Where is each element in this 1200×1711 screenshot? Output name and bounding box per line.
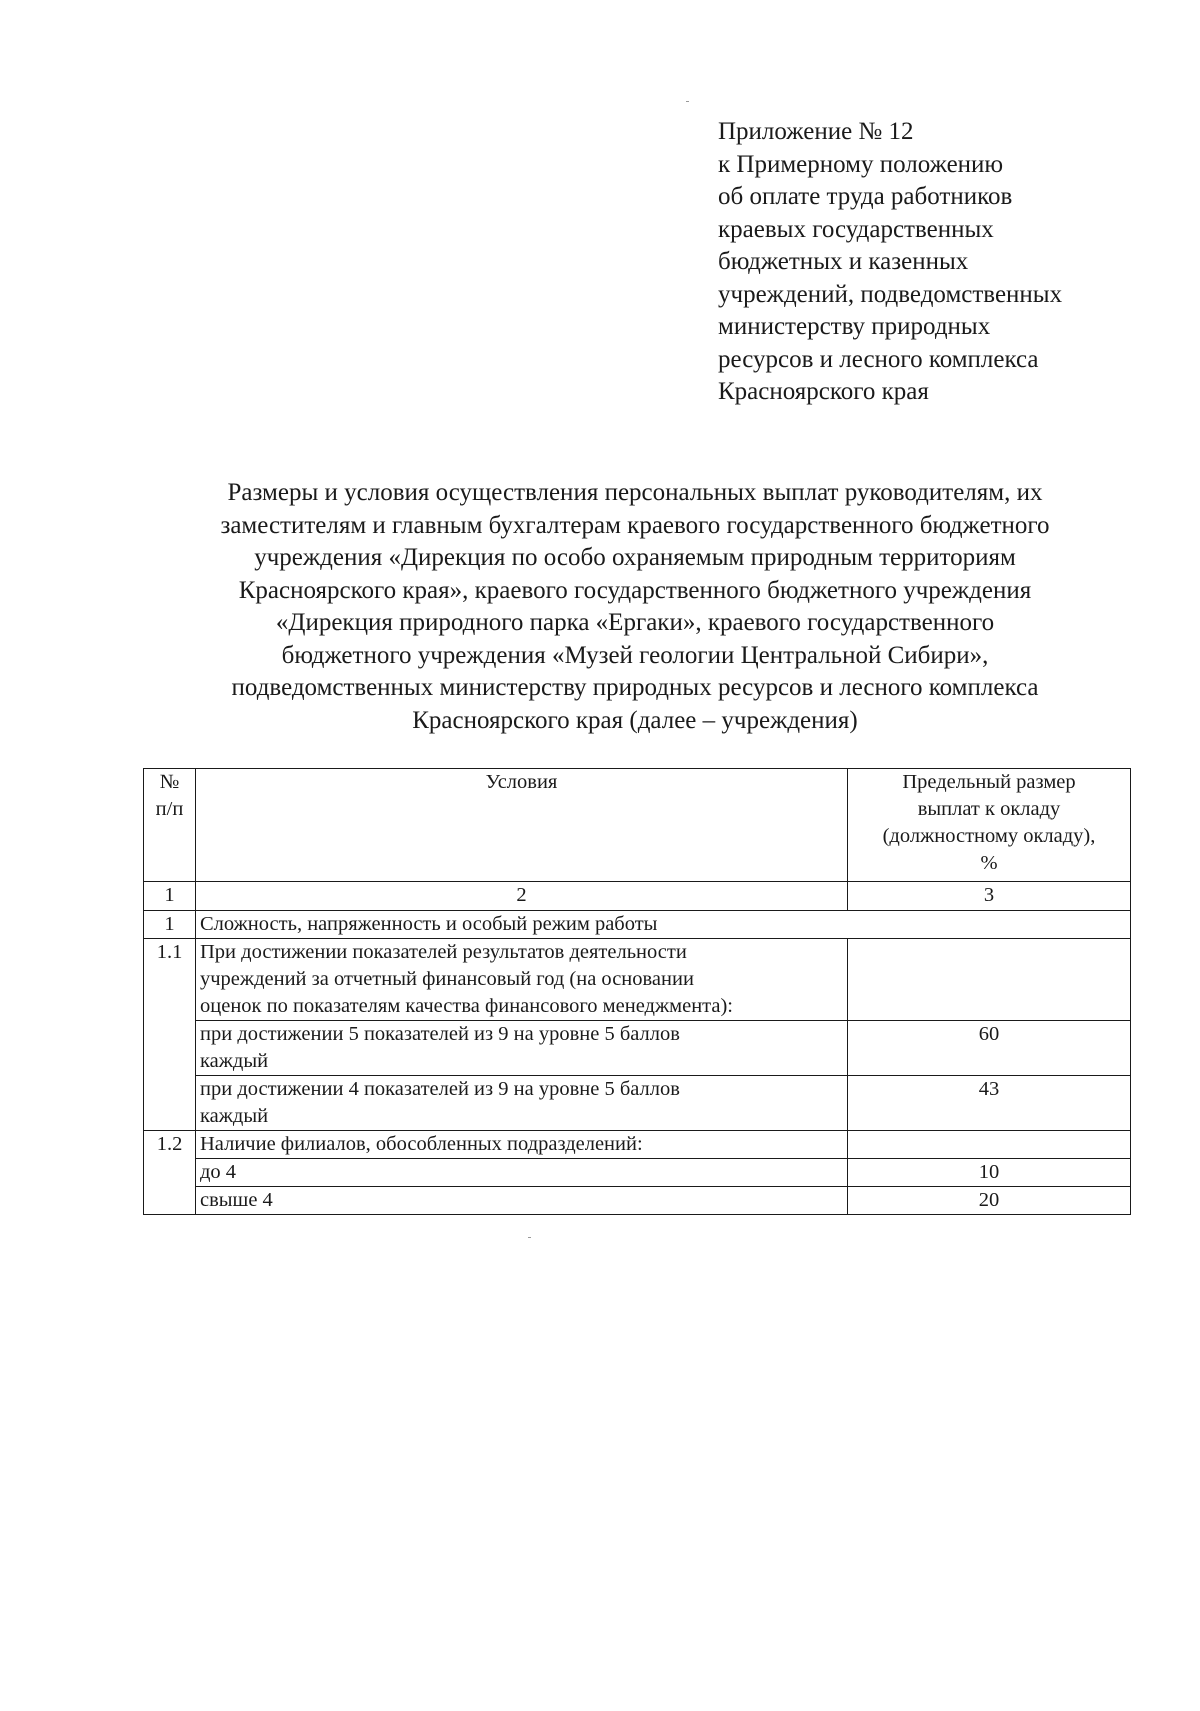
condition-line: при достижении 4 показателей из 9 на уровне 5 баллов [200,1078,680,1100]
section-heading: Сложность, напряженность и особый режим работы [196,911,1131,939]
limit-value: 43 [848,1076,1131,1131]
limit-value [848,939,1131,1021]
header-number-line: п/п [155,798,184,820]
row-number: 1 [144,911,196,939]
limit-value: 60 [848,1021,1131,1076]
payments-table [143,768,1131,1215]
header-conditions: Условия [196,769,848,882]
condition-line: каждый [200,1050,269,1072]
header-limit-line: выплат к окладу [917,798,1061,820]
header-number [144,769,196,882]
limit-value [848,1131,1131,1159]
table-row [144,939,1131,1021]
appendix-line: министерству природных [718,313,991,340]
table-row [144,1021,1131,1076]
appendix-line: бюджетных и казенных [718,248,969,275]
appendix-line: краевых государственных [718,215,994,243]
condition-text [196,939,848,1021]
row-number: 1.1 [144,939,196,1131]
title-line: Размеры и условия осуществления персональных выплат руководителям, их [227,479,1043,506]
condition-line: оценок по показателям качества финансового менеджмента): [200,995,733,1017]
limit-value: 10 [848,1159,1131,1187]
table-row [144,1187,1131,1215]
title-line: «Дирекция природного парка «Ергаки», краевого государственного [275,609,995,636]
header-limit-line: % [980,852,998,874]
document-title [100,477,1170,737]
header-limit-line: Предельный размер [902,771,1076,793]
title-line: Красноярского края», краевого государственного бюджетного учреждения [238,576,1032,604]
table-row [144,911,1131,939]
index-cell: 1 [144,882,196,911]
table-index-row [144,882,1131,911]
table-row [144,1076,1131,1131]
table-row [144,1159,1131,1187]
condition-text: Наличие филиалов, обособленных подразделений: [196,1131,848,1159]
condition-line: учреждений за отчетный финансовый год (на основании [200,968,694,990]
row-number: 1.2 [144,1131,196,1215]
header-number-line: № [159,771,180,793]
index-cell: 2 [196,882,848,911]
appendix-line: Красноярского края [718,378,929,405]
appendix-line: ресурсов и лесного комплекса [718,345,1039,373]
title-line: заместителям и главным бухгалтерам краевого государственного бюджетного [220,511,1050,539]
index-cell: 3 [848,882,1131,911]
appendix-line: учреждений, подведомственных [718,280,1063,308]
header-limit [848,769,1131,882]
scan-speck [528,1237,531,1238]
title-line: бюджетного учреждения «Музей геологии Центральной Сибири», [281,641,989,669]
title-line: подведомственных министерству природных ресурсов и лесного комплекса [231,674,1039,701]
table-row [144,1131,1131,1159]
condition-line: При достижении показателей результатов деятельности [200,941,687,963]
header-limit-line: (должностному окладу), [882,825,1096,847]
scan-speck [686,101,689,102]
condition-text [196,1076,848,1131]
limit-value: 20 [848,1187,1131,1215]
appendix-line: об оплате труда работников [718,183,1013,210]
title-line: учреждения «Дирекция по особо охраняемым природным территориям [254,544,1016,571]
appendix-line: Приложение № 12 [718,118,914,145]
condition-text [196,1021,848,1076]
condition-line: при достижении 5 показателей из 9 на уровне 5 баллов [200,1023,680,1045]
condition-line: каждый [200,1105,269,1127]
table-header-row [144,769,1131,882]
title-line: Красноярского края (далее – учреждения) [412,706,858,734]
condition-text: до 4 [196,1159,848,1187]
condition-text: свыше 4 [196,1187,848,1215]
appendix-reference [718,116,1138,409]
appendix-line: к Примерному положению [718,150,1004,178]
